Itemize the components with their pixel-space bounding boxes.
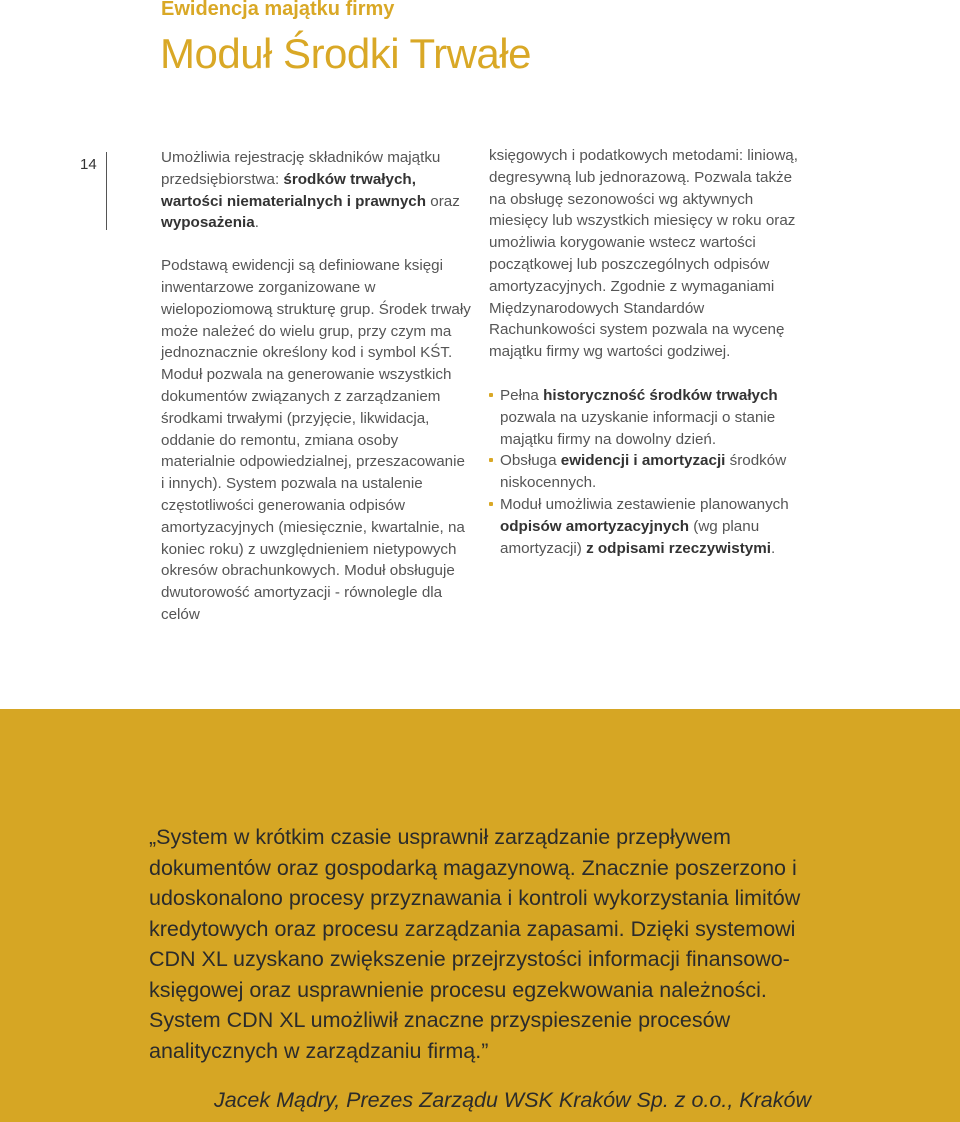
bullet-icon: [489, 458, 493, 462]
list-item: Obsługa ewidencji i amortyzacji środków niskocennych.: [489, 450, 803, 494]
section-label: Ewidencja majątku firmy: [161, 0, 395, 20]
page-number: 14: [80, 156, 97, 173]
intro-paragraph: Umożliwia rejestrację składników majątku przedsiębiorstwa: środków trwałych, wartości niematerialnych i prawnych oraz wyposażenia.: [161, 149, 460, 232]
list-item: Pełna historyczność środków trwałych pozwala na uzyskanie informacji o stanie majątku firmy na dowolny dzień.: [489, 385, 803, 450]
testimonial-quote: „System w krótkim czasie usprawnił zarządzanie przepływem dokumentów oraz gospodarką magazynową. Znacznie poszerzono i udoskonalono procesy przyznawania i kontroli wykorzystania limitów kredytowych oraz procesu zarządzania zapasami. Dzięki systemowi CDN XL uzyskano zwiększenie przejrzystości informacji finansowo-księgowej oraz usprawnienie procesu egzekwowania należności. System CDN XL umożliwił znaczne przyspieszenie procesów analitycznych w zarządzaniu firmą.”: [149, 825, 801, 1063]
testimonial-author: Jacek Mądry, Prezes Zarządu WSK Kraków Sp. z o.o., Kraków: [213, 1088, 811, 1112]
right-column: [489, 145, 803, 559]
left-column: [161, 147, 472, 626]
body-paragraph-continued: księgowych i podatkowych metodami: liniową, degresywną lub jednorazową. Pozwala także na obsługę sezonowości wg aktywnych miesięcy lub wszystkich miesięcy w roku oraz umożliwia korygowanie wstecz wartości początkowej lub poszczególnych odpisów amortyzacyjnych. Zgodnie z wymaganiami Międzynarodowych Standardów Rachunkowości system pozwala na wycenę majątku firmy wg wartości godziwej.: [489, 147, 798, 361]
body-paragraph: Podstawą ewidencji są definiowane księgi inwentarzowe zorganizowane w wielopoziomową strukturę grup. Środek trwały może należeć do wielu grup, przy czym ma jednoznacznie określony kod i symbol KŚT. Moduł pozwala na generowanie wszystkich dokumentów związanych z zarządzaniem środkami trwałymi (przyjęcie, likwidacja, oddanie do remontu, zmiana osoby materialnie odpowiedzialnej, przeszacowanie i innych). System pozwala na ustalenie częstotliwości generowania odpisów amortyzacyjnych (miesięcznie, kwartalnie, na koniec roku) z uwzględnieniem nietypowych okresów obrachunkowych. Moduł obsługuje dwutorowość amortyzacji - równolegle dla celów: [161, 257, 471, 623]
bullet-icon: [489, 502, 493, 506]
page-divider: [106, 152, 107, 230]
bullet-icon: [489, 393, 493, 397]
page-title: Moduł Środki Trwałe: [160, 30, 531, 77]
feature-list: [489, 385, 803, 559]
list-item: Moduł umożliwia zestawienie planowanych odpisów amortyzacyjnych (wg planu amortyzacji) z odpisami rzeczywistymi.: [489, 494, 803, 559]
